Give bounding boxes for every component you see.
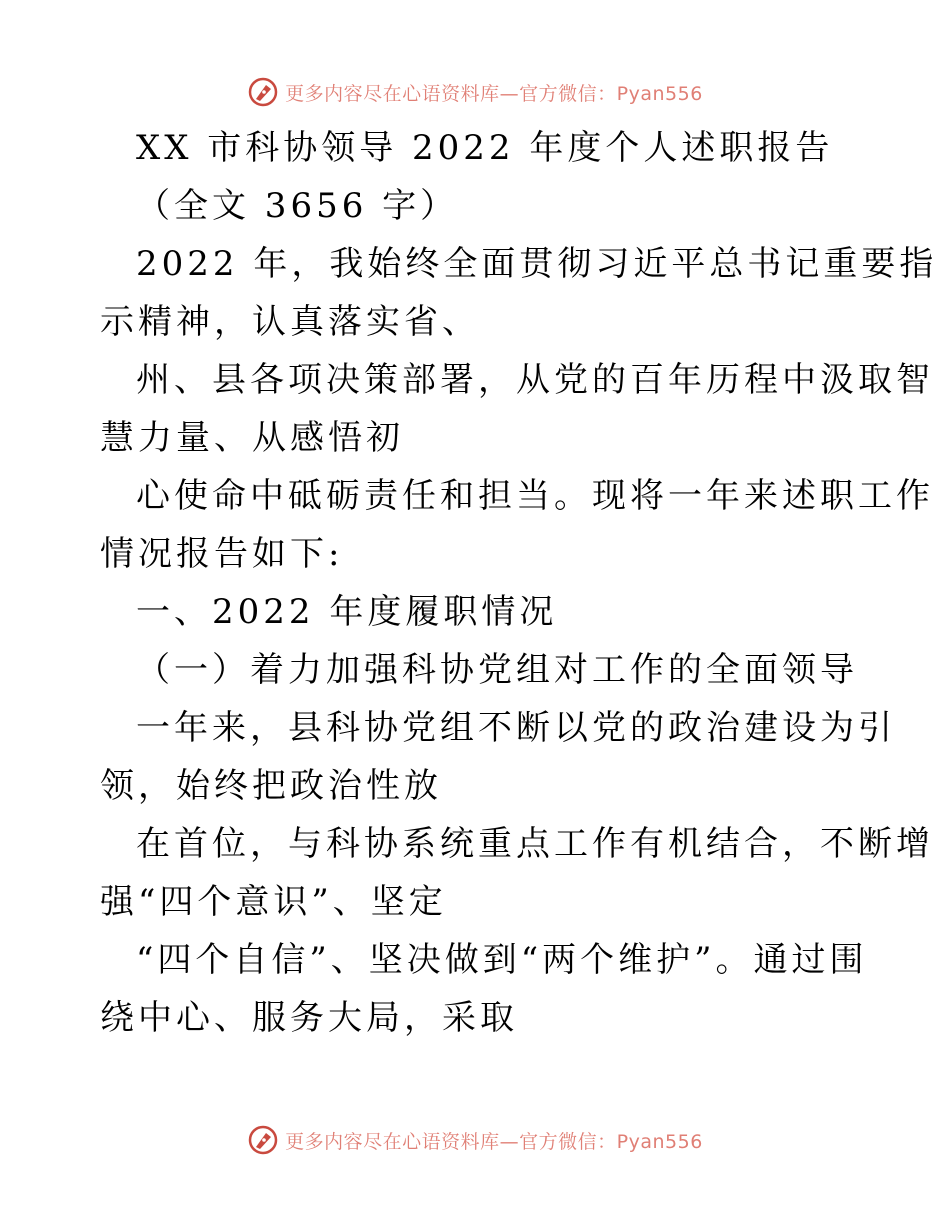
watermark-text: 更多内容尽在心语资料库—官方微信：Pyan556 [285,1130,703,1153]
paragraph-line: 一年来，县科协党组不断以党的政治建设为引 [136,708,896,748]
paragraph-line: 心使命中砥砺责任和担当。现将一年来述职工作 [136,476,934,516]
footer-watermark [0,1120,950,1160]
paragraph-line: 领，始终把政治性放 [100,766,442,806]
section-heading: 一、2022 年度履职情况 [136,592,558,632]
paragraph-line: 示精神，认真落实省、 [100,302,480,342]
subsection-heading: （一）着力加强科协党组对工作的全面领导 [136,650,858,690]
pen-nib-logo-icon [247,76,279,108]
paragraph-line: 在首位，与科协系统重点工作有机结合，不断增 [136,824,934,864]
paragraph-line: 强“四个意识”、坚定 [100,882,447,922]
watermark-text: 更多内容尽在心语资料库—官方微信：Pyan556 [285,82,703,105]
document-title: XX 市科协领导 2022 年度个人述职报告 [136,128,834,168]
paragraph-line: 绕中心、服务大局，采取 [100,998,518,1038]
word-count: （全文 3656 字） [136,186,459,226]
paragraph-line: 2022 年，我始终全面贯彻习近平总书记重要指 [136,244,938,284]
paragraph-line: 慧力量、从感悟初 [100,418,404,458]
pen-nib-logo-icon [247,1124,279,1156]
paragraph-line: 州、县各项决策部署，从党的百年历程中汲取智 [136,360,934,400]
paragraph-line: “四个自信”、坚决做到“两个维护”。通过围 [136,940,868,980]
paragraph-line: 情况报告如下: [100,534,344,574]
header-watermark [0,72,950,112]
